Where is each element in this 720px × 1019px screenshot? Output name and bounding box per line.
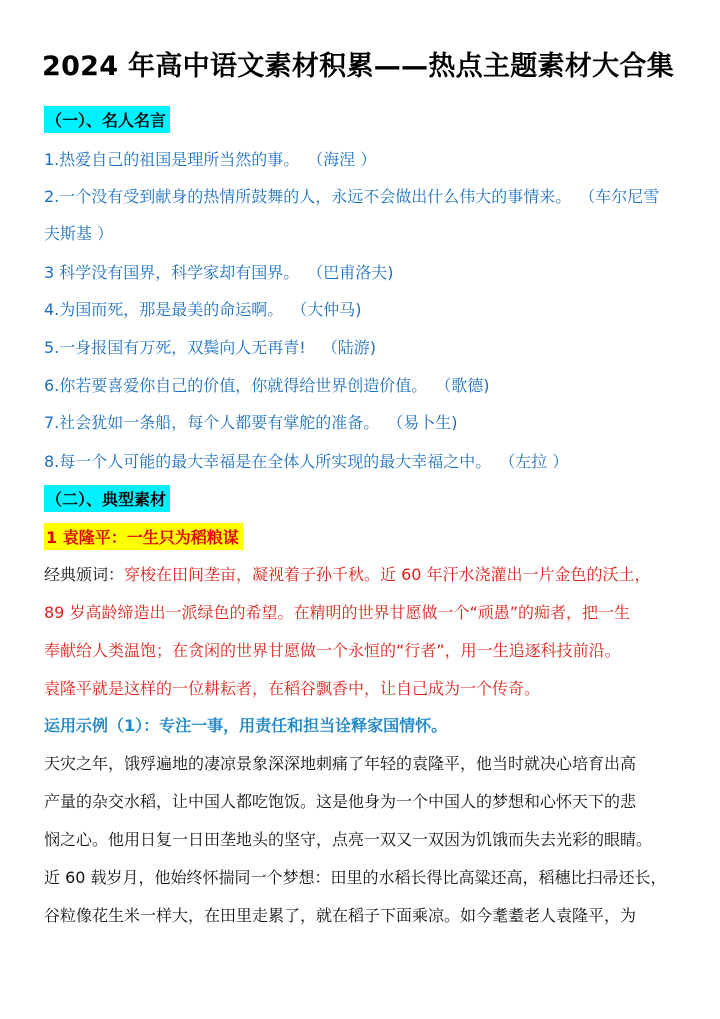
quote-text: 4.为国而死，那是最美的命运啊。 [44, 300, 284, 319]
example-text-line: 天灾之年，饿殍遍地的凄凉景象深深地刺痛了年轻的袁隆平，他当时就决心培育出高 [44, 754, 637, 773]
example-text-line: 近 60 载岁月，他始终怀揣同一个梦想：田里的水稻长得比高粱还高，稻穗比扫帚还长， [44, 868, 667, 887]
material-title: 1 袁隆平：一生只为稻粮谋 [44, 523, 243, 550]
example-text-line: 产量的杂交水稻，让中国人都吃饱饭。这是他身为一个中国人的梦想和心怀天下的悲 [44, 792, 637, 811]
example-text-line: 悯之心。他用日复一日田垄地头的坚守，点亮一双又一双因为饥饿而失去光彩的眼睛。 [44, 830, 653, 849]
quote-author: （歌德) [443, 376, 490, 395]
quote-text: 1.热爱自己的祖国是理所当然的事。 [44, 150, 300, 169]
quote-text: 5.一身报国有万死，双鬓向人无再青! [44, 338, 306, 357]
quote-text: 8.每一个人可能的最大幸福是在全体人所实现的最大幸福之中。 [44, 452, 492, 471]
quote-author: （易卜生) [395, 413, 458, 432]
example-heading: 运用示例（1）：专注一事，用责任和担当诠释家国情怀。 [44, 716, 448, 735]
classic-text-line: 袁隆平就是这样的一位耕耘者，在稻谷飘香中，让自己成为一个传奇。 [44, 679, 541, 698]
quote-item [44, 260, 394, 283]
quote-item [44, 449, 568, 472]
quote-item [44, 335, 376, 358]
quote-item [44, 373, 490, 396]
quote-author: （大仲马) [299, 300, 362, 319]
quote-item-continuation [44, 221, 113, 244]
section-heading-materials: （二）、典型素材 [44, 485, 170, 512]
page-title: 2024 年高中语文素材积累——热点主题素材大合集 [42, 51, 675, 82]
quote-text: 7.社会犹如一条船，每个人都要有掌舵的准备。 [44, 413, 380, 432]
example-text-line: 谷粒像花生米一样大，在田里走累了，就在稻子下面乘凉。如今耄耋老人袁隆平，为 [44, 906, 637, 925]
quote-item [44, 410, 458, 433]
quote-item [44, 184, 659, 207]
quote-author: （海涅 ） [315, 150, 377, 169]
quote-author: （巴甫洛夫) [315, 263, 394, 282]
classic-text: 穿梭在田间垄亩，凝视着子孙千秋。近 60 年汗水浇灌出一片金色的沃土， [124, 565, 651, 584]
section-heading-quotes: （一）、名人名言 [44, 106, 170, 133]
classic-text-line: 89 岁高龄缔造出一派绿色的希望。在精明的世界甘愿做一个“顽愚”的痴者，把一生 [44, 603, 631, 622]
quote-author: （左拉 ） [507, 452, 569, 471]
classic-text-line [44, 562, 651, 585]
quote-item [44, 147, 376, 170]
classic-prefix: 经典颁词： [44, 565, 125, 584]
quote-text: 夫斯基 ） [44, 224, 114, 243]
quote-text: 2.一个没有受到献身的热情所鼓舞的人，永远不会做出什么伟大的事情来。 [44, 187, 572, 206]
quote-author: （陆游) [321, 338, 376, 357]
classic-text-line: 奉献给人类温饱；在贪闲的世界甘愿做一个永恒的“行者”，用一生追逐科技前沿。 [44, 641, 621, 660]
quote-author: （车尔尼雪 [587, 187, 660, 206]
quote-text: 3 科学没有国界，科学家却有国界。 [44, 263, 300, 282]
quote-text: 6.你若要喜爱你自己的价值，你就得给世界创造价值。 [44, 376, 428, 395]
quote-item [44, 297, 362, 320]
